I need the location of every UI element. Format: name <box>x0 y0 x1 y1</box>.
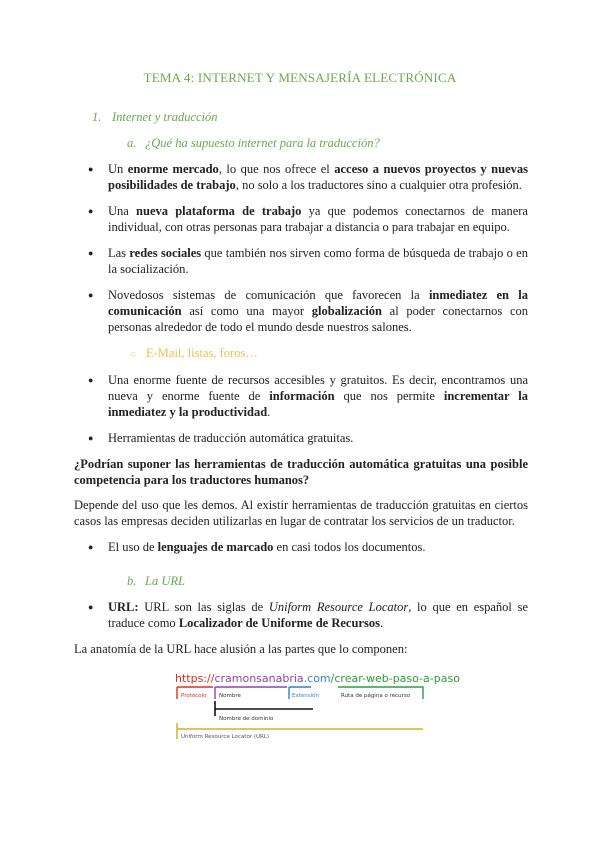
domain-label: Nombre de dominio <box>219 716 274 722</box>
bullet-sistemas-comunicacion: ● Novedosos sistemas de comunicación que favorecen la inmediatez en la comunicación así como una mayor globalización al poder conectarnos con personas alrededor de todo el mundo desde nuestros salones. <box>108 287 528 335</box>
path-label: Ruta de página o recurso <box>341 693 411 699</box>
url-protocol-text: https://cramonsanabria.com/crear-web-paso-a-paso <box>175 672 460 685</box>
bullet-enorme-mercado: ● Un enorme mercado, lo que nos ofrece el acceso a nuevos proyectos y nuevas posibilidades de trabajo, no solo a los traductores sino a cualquier otra profesión. <box>108 161 528 193</box>
sub-bullet-text: E-Mail, listas, foros… <box>146 346 258 360</box>
section-heading-internet <box>92 110 218 125</box>
sub-bullet-email <box>130 346 258 361</box>
bullet-redes-sociales: ● Las redes sociales que también nos sirven como forma de búsqueda de trabajo o en la socialización. <box>108 245 528 277</box>
subsection-heading-b <box>127 574 185 589</box>
page-title: TEMA 4: INTERNET Y MENSAJERÍA ELECTRÓNICA <box>143 70 457 85</box>
question-paragraph: ¿Podrían suponer las herramientas de traducción automática gratuitas una posible competencia para los traductores humanos? <box>74 457 528 487</box>
anatomy-intro: La anatomía de la URL hace alusión a las partes que lo componen: <box>74 642 408 656</box>
bullet-nueva-plataforma: ● Una nueva plataforma de trabajo ya que podemos conectarnos de manera individual, con otras personas para trabajar a distancia o para trabajar en equipo. <box>108 203 528 235</box>
circle-bullet-icon: ○ <box>130 349 137 360</box>
subsection-number: b. <box>127 574 137 588</box>
subsection-label: La URL <box>145 574 185 588</box>
bullet-herramientas: ● Herramientas de traducción automática gratuitas. <box>108 430 528 446</box>
domain-bracket <box>215 701 313 716</box>
subsection-number: a. <box>127 136 137 150</box>
section-label: Internet y traducción <box>112 110 218 124</box>
bullet-lenguajes-marcado: ● El uso de lenguajes de marcado en casi todos los documentos. <box>108 539 528 555</box>
url-label: Uniform Resource Locator (URL) <box>181 734 270 740</box>
subsection-label: ¿Qué ha supuesto internet para la traducción? <box>145 136 380 150</box>
url-anatomy-diagram <box>175 671 460 741</box>
extension-label: Extensión <box>292 693 320 699</box>
bullet-fuente-recursos: ● Una enorme fuente de recursos accesibles y gratuitos. Es decir, encontramos una nueva y enorme fuente de información que nos permite incrementar la inmediatez y la productividad. <box>108 372 528 420</box>
name-label: Nombre <box>219 693 241 699</box>
answer-paragraph: Depende del uso que les demos. Al existir herramientas de traducción gratuitas en ciertos casos las empresas deciden utilizarlas en lugar de contratar los servicios de un traductor. <box>74 498 528 528</box>
subsection-heading-a <box>127 136 380 151</box>
protocol-label: Protocolo <box>181 693 207 699</box>
bullet-url: ● URL: URL son las siglas de Uniform Resource Locator, lo que en español se traduce como Localizador de Uniforme de Recursos. <box>108 599 528 631</box>
section-number: 1. <box>92 110 102 124</box>
